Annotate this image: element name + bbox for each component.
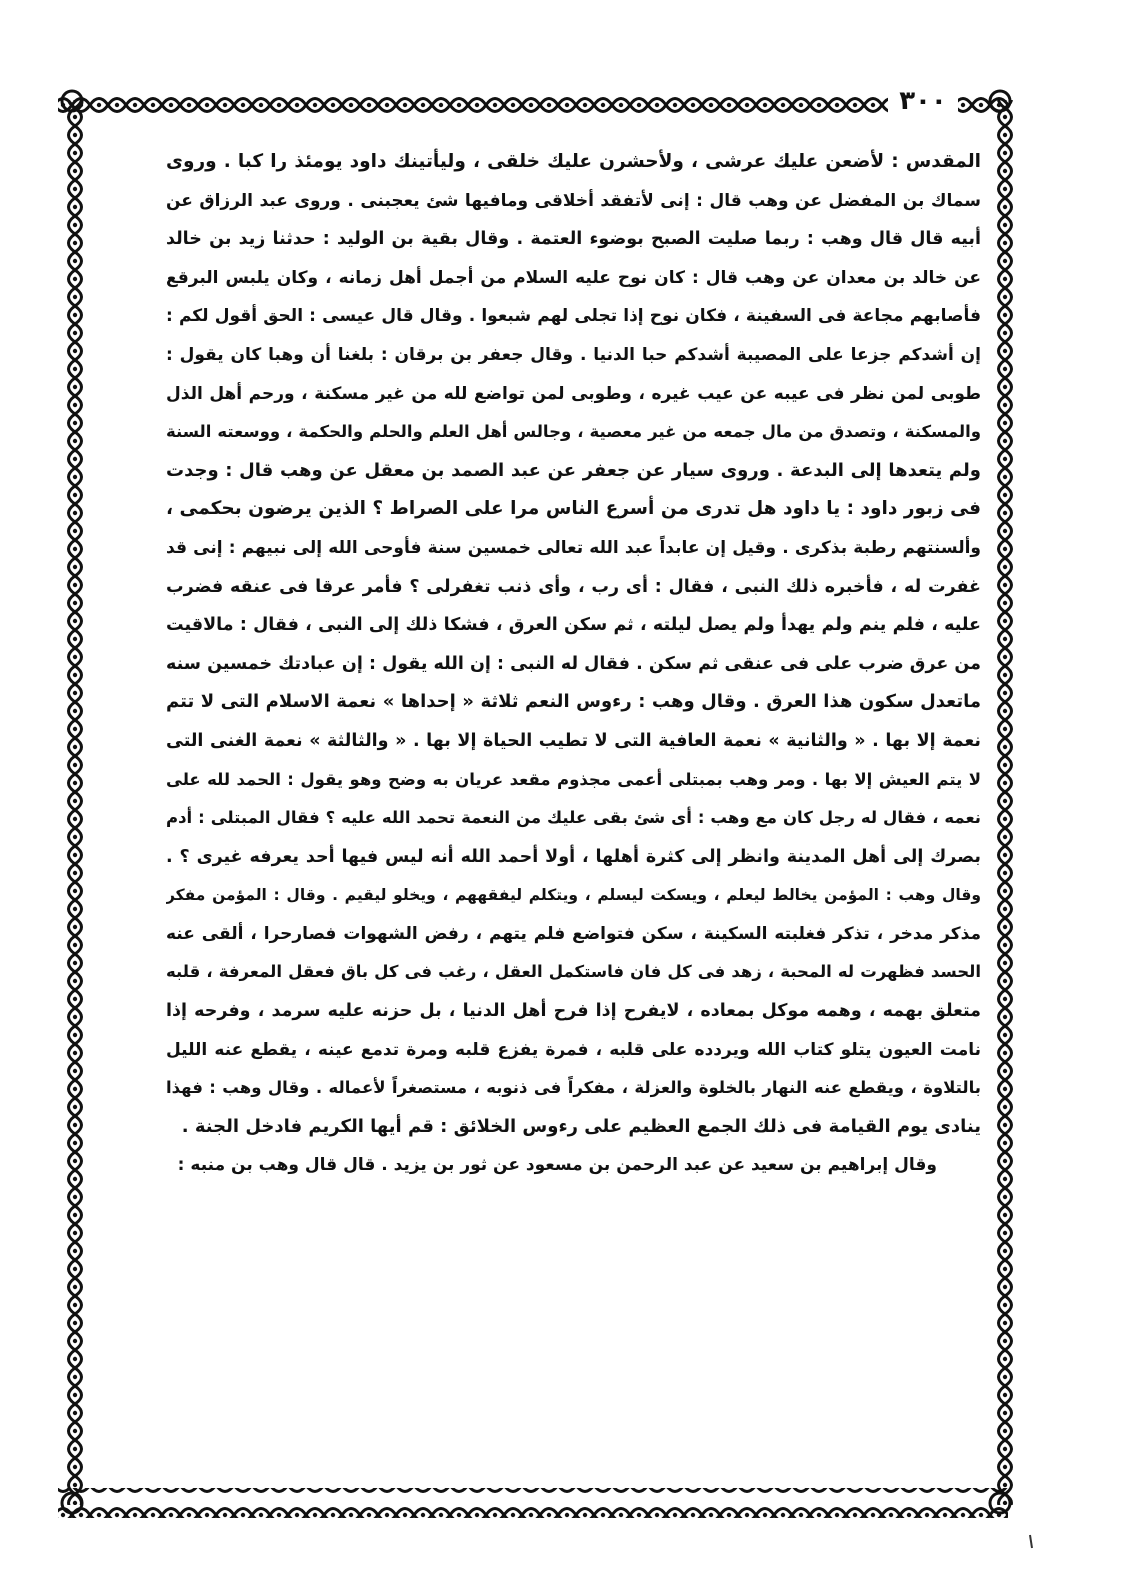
text-line: من عرق ضرب على فى عنقى ثم سكن . فقال له النبى : إن الله يقول : إن عبادتك خمسين سنه xyxy=(166,653,981,674)
page-number: ٣٠٠ xyxy=(888,84,958,118)
text-line: متعلق بهمه ، وهمه موكل بمعاده ، لايفرح إذا فرح أهل الدنيا ، بل حزنه عليه سرمد ، وفرحه إذا xyxy=(166,1001,981,1022)
text-line: طوبى لمن نظر فى عيبه عن عيب غيره ، وطوبى لمن تواضع لله من غير مسكنة ، ورحم أهل الذل xyxy=(166,383,981,404)
text-line: بصرك إلى أهل المدينة وانظر إلى كثرة أهلها ، أولا أحمد الله أنه ليس فيها أحد يعرفه غيرى ؟ . xyxy=(166,846,981,867)
text-line: نامت العيون يتلو كتاب الله ويردده على قلبه ، فمرة يفزع قلبه ومرة تدمع عينه ، يقطع عنه الليل xyxy=(166,1039,981,1060)
text-line: الحسد فظهرت له المحبة ، زهد فى كل فان فاستكمل العقل ، رغب فى كل باق فعقل المعرفة ، قلبه xyxy=(166,962,981,982)
text-line: ماتعدل سكون هذا العرق . وقال وهب : رءوس النعم ثلاثة « إحداها » نعمة الاسلام التى لا تتم xyxy=(166,691,981,713)
text-line: لا يتم العيش إلا بها . ومر وهب بمبتلى أعمى مجذوم مقعد عريان به وضح وهو يقول : الحمد لله على xyxy=(166,769,981,789)
text-line: مذكر مدخر ، تذكر فغلبته السكينة ، سكن فتواضع فلم يتهم ، رفض الشهوات فصارحرا ، ألقى عنه xyxy=(166,923,981,944)
text-line: عن خالد بن معدان عن وهب قال : كان نوح عليه السلام من أجمل أهل زمانه ، وكان يلبس البرقع xyxy=(166,267,981,288)
text-line: وألسنتهم رطبة بذكرى . وقيل إن عابداً عبد الله تعالى خمسين سنة فأوحى الله إلى نبيهم : إنى قد xyxy=(166,537,981,558)
text-line: والمسكنة ، وتصدق من مال جمعه من غير معصية ، وجالس أهل العلم والحلم والحكمة ، ووسعته السنة xyxy=(166,422,981,442)
text-line: ينادى يوم القيامة فى ذلك الجمع العظيم على رءوس الخلائق : قم أيها الكريم فادخل الجنة . xyxy=(181,1115,981,1137)
text-line: فأصابهم مجاعة فى السفينة ، فكان نوح إذا تجلى لهم شبعوا . وقال قال عيسى : الحق أقول لكم : xyxy=(166,306,981,327)
text-line: وقال وهب : المؤمن يخالط ليعلم ، ويسكت ليسلم ، ويتكلم ليفقههم ، ويخلو ليقيم . وقال : المؤمن مفكر xyxy=(166,886,981,905)
text-line: ولم يتعدها إلى البدعة . وروى سيار عن جعفر عن عبد الصمد بن معقل عن وهب قال : وجدت xyxy=(166,459,981,481)
text-line: سماك بن المفضل عن وهب قال : إنى لأتفقد أخلاقى ومافيها شئ يعجبنى . وروى عبد الرزاق عن xyxy=(166,190,981,211)
text-line: أبيه قال قال وهب : ربما صليت الصبح بوضوء العتمة . وقال بقية بن الوليد : حدثنا زيد بن خالد xyxy=(166,229,981,250)
text-line: بالتلاوة ، ويقطع عنه النهار بالخلوة والعزلة ، مفكراً فى ذنوبه ، مستصغراً لأعماله . وقال وهب : فهذا xyxy=(166,1078,981,1098)
text-line: غفرت له ، فأخبره ذلك النبى ، فقال : أى رب ، وأى ذنب تغفرلى ؟ فأمر عرقا فى عنقه فضرب xyxy=(166,576,981,597)
text-line: نعمه ، فقال له رجل كان مع وهب : أى شئ بقى عليك من النعمة تحمد الله عليه ؟ فقال المبتلى : أدم xyxy=(166,808,981,828)
text-line: عليه ، فلم ينم ولم يهدأ ولم يصل ليلته ، ثم سكن العرق ، فشكا ذلك إلى النبى ، فقال : مالاقيت xyxy=(166,615,981,636)
text-line: إن أشدكم جزعا على المصيبة أشدكم حبا الدنيا . وقال جعفر بن برقان : بلغنا أن وهبا كان يقول : xyxy=(166,344,981,365)
body-text xyxy=(166,143,981,1185)
text-line: المقدس : لأضعن عليك عرشى ، ولأحشرن عليك خلقى ، وليأتينك داود يومئذ را كبا . وروى xyxy=(166,151,981,172)
text-line: وقال إبراهيم بن سعيد عن عبد الرحمن بن مسعود عن ثور بن يزيد . قال قال وهب بن منبه : xyxy=(177,1155,937,1176)
text-line: فى زبور داود : يا داود هل تدرى من أسرع الناس مرا على الصراط ؟ الذين يرضون بحكمى ، xyxy=(166,498,981,520)
text-line: نعمة إلا بها . « والثانية » نعمة العافية التى لا تطيب الحياة إلا بها . « والثالثة » نعمة الغنى التى xyxy=(166,730,981,751)
